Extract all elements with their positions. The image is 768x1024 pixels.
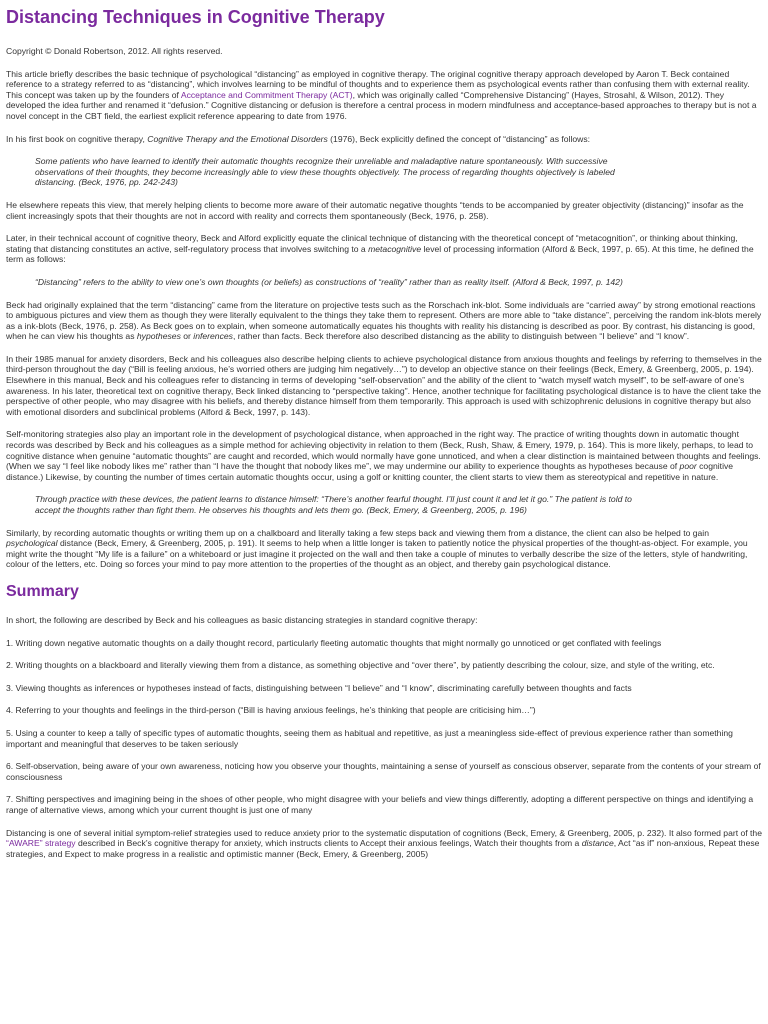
page-title: Distancing Techniques in Cognitive Therapy — [6, 7, 385, 27]
quote-beck-1976: Some patients who have learned to identify their automatic thoughts recognize their unreliable and maladaptive nature spontaneously. With successive observations of their thoughts, they become increasingly able to view these thoughts objectively. The process of regarding thoughts objectively is labeled distancing. (Beck, 1976, pp. 242-243) — [35, 156, 615, 188]
quote-beck-emery: Through practice with these devices, the patient learns to distance himself: “There’s another fearful thought. I’ll just count it and let it go.” The patient is told to accept the thoughts rather than fight them. He observes his thoughts and lets them go. (Beck, Emery, & Greenberg, 2005, p. 196) — [35, 494, 632, 515]
emphasis: hypotheses — [136, 331, 181, 342]
text: Later, in their technical account of cognitive theory, Beck and Alford explicitly equate the clinical technique of distancing with the theoretical concept of “metacognition”, or thinking about thinking, stating that distancing constitutes an active, self-regulatory process that involves switching to a — [6, 233, 738, 254]
text: (1976), Beck explicitly defined the concept of “distancing” as follows: — [327, 133, 591, 144]
paragraph-metacognition — [6, 233, 762, 265]
text: described in Beck’s cognitive therapy for anxiety, which instructs clients to Accept their anxious feelings, Watch their thoughts from a — [75, 838, 582, 849]
paragraph-anxiety-manual: In their 1985 manual for anxiety disorders, Beck and his colleagues also describe helping clients to achieve psychological distance from anxious thoughts and feelings by referring to themselves in the third-person throughout the day (“Bill is feeling anxious, he’s worried others are judging him negatively…”) to develop an objective stance on their feelings (Beck, Emery, & Greenberg, 2005, p. 194). Elsewhere in this manual, Beck and his colleagues refer to distancing in terms of developing “self-observation” and the ability of the client to “watch myself watch myself”, to be self-aware of one’s awareness. In his later, theoretical text on cognitive therapy, Beck linked distancing to “perspective taking”. Hence, another technique for facilitating psychological distance is to have the client take the perspective of other people, who may disagree with his beliefs, and thereby distance himself from them temporarily. This approach is used with schizophrenic delusions in cognitive therapy but also with emotional disorders and subclinical problems (Alford & Beck, 1997, p. 143). — [6, 353, 762, 417]
text: cognitive distance.) Likewise, by counting the number of times certain automatic thoughts occur, using a golf or knitting counter, the client starts to view them as stereotypical and repetitive in nature. — [6, 461, 734, 482]
paragraph-intro — [6, 69, 762, 122]
book-title: Cognitive Therapy and the Emotional Disorders — [147, 133, 328, 144]
text: level of processing information (Alford & Beck, 1997, p. 65). At this time, he defined the term as follows: — [6, 243, 754, 265]
list-item: 1. Writing down negative automatic thoughts on a daily thought record, particularly fleeting automatic thoughts that might normally go unnoticed or get conflated with feelings — [6, 637, 662, 648]
text: or — [180, 331, 194, 342]
quote-alford-beck: “Distancing” refers to the ability to view one’s own thoughts (or beliefs) as constructions of “reality” rather than as reality itself. (Alford & Beck, 1997, p. 142) — [35, 276, 623, 287]
paragraph-rorschach — [6, 300, 762, 342]
text: , Act “as if” non-anxious, Repeat these strategies, and Expect to make progress in a realistic and optimistic manner (Beck, Emery, & Greenberg, 2005) — [6, 838, 760, 859]
text: , which was originally called “Comprehensive Distancing” (Hayes, Strosahl, & Wilson, 2012). They developed the idea further and renamed it “defusion.” Cognitive distancing or defusion is therefore a central process in modern mindfulness and acceptance-based approaches to therapy but is not a novel concept in the CBT field, the earliest explicit reference appearing to date from 1976. — [6, 89, 757, 121]
paragraph-first-book — [6, 134, 762, 145]
paragraph-aware-strategy — [6, 828, 762, 860]
paragraph-chalkboard — [6, 528, 762, 570]
paragraph-awareness: He elsewhere repeats this view, that merely helping clients to become more aware of their automatic negative thoughts “tends to be accompanied by greater objectivity (distancing)” insofar as the client increasingly spots that their thoughts are not in accord with reality and corrects them spontaneously (Beck, 1976, p. 258). — [6, 199, 744, 221]
emphasis: distance — [581, 838, 614, 849]
summary-intro: In short, the following are described by Beck and his colleagues as basic distancing strategies in standard cognitive therapy: — [6, 614, 478, 625]
list-item: 4. Referring to your thoughts and feelings in the third-person (“Bill is having anxious feelings, he’s thinking that people are criticising him…”) — [6, 705, 536, 716]
list-item: 3. Viewing thoughts as inferences or hypotheses instead of facts, distinguishing between “I believe” and “I know”, discriminating carefully between thoughts and facts — [6, 682, 632, 693]
list-item: 2. Writing thoughts on a blackboard and literally viewing them from a distance, as something objective and “over there”, by patiently describing the colour, size, and style of the writing, etc. — [6, 660, 715, 671]
text: Distancing is one of several initial symptom-relief strategies used to reduce anxiety prior to the systematic disputation of cognitions (Beck, Emery, & Greenberg, 2005, p. 232). It also formed part of the — [6, 827, 762, 838]
text: , rather than facts. Beck therefore also described distancing as the ability to distinguish between “I believe” and “I know”. — [232, 331, 690, 342]
copyright-notice: Copyright © Donald Robertson, 2012. All rights reserved. — [6, 46, 223, 56]
text: In his first book on cognitive therapy, — [6, 133, 148, 144]
list-item: 7. Shifting perspectives and imagining being in the shoes of other people, who might disagree with your beliefs and view things differently, adopting a different perspective on things and identifying a range of alternative views, among which your current thought is just one of many — [6, 794, 754, 815]
emphasis: psychological — [6, 538, 58, 549]
text: This article briefly describes the basic technique of psychological “distancing” as employed in cognitive therapy. The original cognitive therapy approach developed by Aaron T. Beck contained reference to a strategy referred to as “distancing”, which involves learning to be mindful of thoughts and to experience them as psychological events rather than confusing them with external reality. This concept was taken up by the founders of — [6, 68, 750, 100]
text: Similarly, by recording automatic thoughts or writing them up on a chalkboard and literally taking a few steps back and viewing them from a distance, the client can also be helped to gain — [6, 527, 710, 538]
summary-heading: Summary — [6, 582, 79, 600]
aware-strategy-link[interactable]: “AWARE” strategy — [6, 838, 76, 849]
list-item: 6. Self-observation, being aware of your own awareness, noticing how you observe your thoughts, maintaining a sense of yourself as conscious observer, separate from the contents of your stream of consciousness — [6, 761, 761, 782]
list-item: 5. Using a counter to keep a tally of specific types of automatic thoughts, seeing them as habitual and repetitive, as just a meaningless side-effect of previous experience rather than something important and meaningful that deserves to be taken seriously — [6, 727, 733, 749]
emphasis: poor — [679, 461, 697, 472]
emphasis: metacognitive — [368, 243, 422, 254]
paragraph-self-monitoring — [6, 429, 762, 482]
act-link[interactable]: Acceptance and Commitment Therapy (ACT) — [180, 89, 353, 100]
text: Self-monitoring strategies also play an important role in the development of psychological distance, when approached in the right way. The practice of writing thoughts down in automatic thought records was described by Beck and his colleagues as a simple method for achieving objectivity in relation to them (Beck, Rush, Shaw, & Emery, 1979, p. 164). This is more likely, perhaps, to lead to cognitive distance when genuine “automatic thoughts” are caught and recorded, which would normally have gone unnoticed, and when a clear distinction is maintained between thoughts and feelings. (When we say “I feel like nobody likes me” rather than “I have the thought that nobody likes me”, we may undermine our ability to experience thoughts as hypotheses because of — [6, 429, 761, 472]
emphasis: inferences — [193, 331, 233, 342]
text: Beck had originally explained that the term “distancing” came from the literature on projective tests such as the Rorschach ink-blot. Some individuals are “carried away” by strong emotional reactions to ambiguous pictures and view them as though they were literally equivalent to the things they take them to represent. Others are more able to “take distance”, perceiving the random ink-blots merely as a ink-blots (Beck, 1976, p. 258). As Beck goes on to explain, when someone automatically equates his thoughts with reality his distancing is described as poor. By contrast, his distancing is good, when he can view his thoughts as — [6, 299, 762, 342]
text: distance (Beck, Emery, & Greenberg, 2005, p. 191). It seems to help when a little longer is taken to patiently notice the physical properties of the thought-as-object. For example, you might write the thought “My life is a failure” on a whiteboard or just imagine it projected on the wall and then take a couple of minutes to verbally describe the size of the letters, style of handwriting, colour of the letters, etc. Doing so forces your mind to pay more attention to the properties of the thought as an object, and thereby gain psychological distance. — [6, 538, 748, 570]
